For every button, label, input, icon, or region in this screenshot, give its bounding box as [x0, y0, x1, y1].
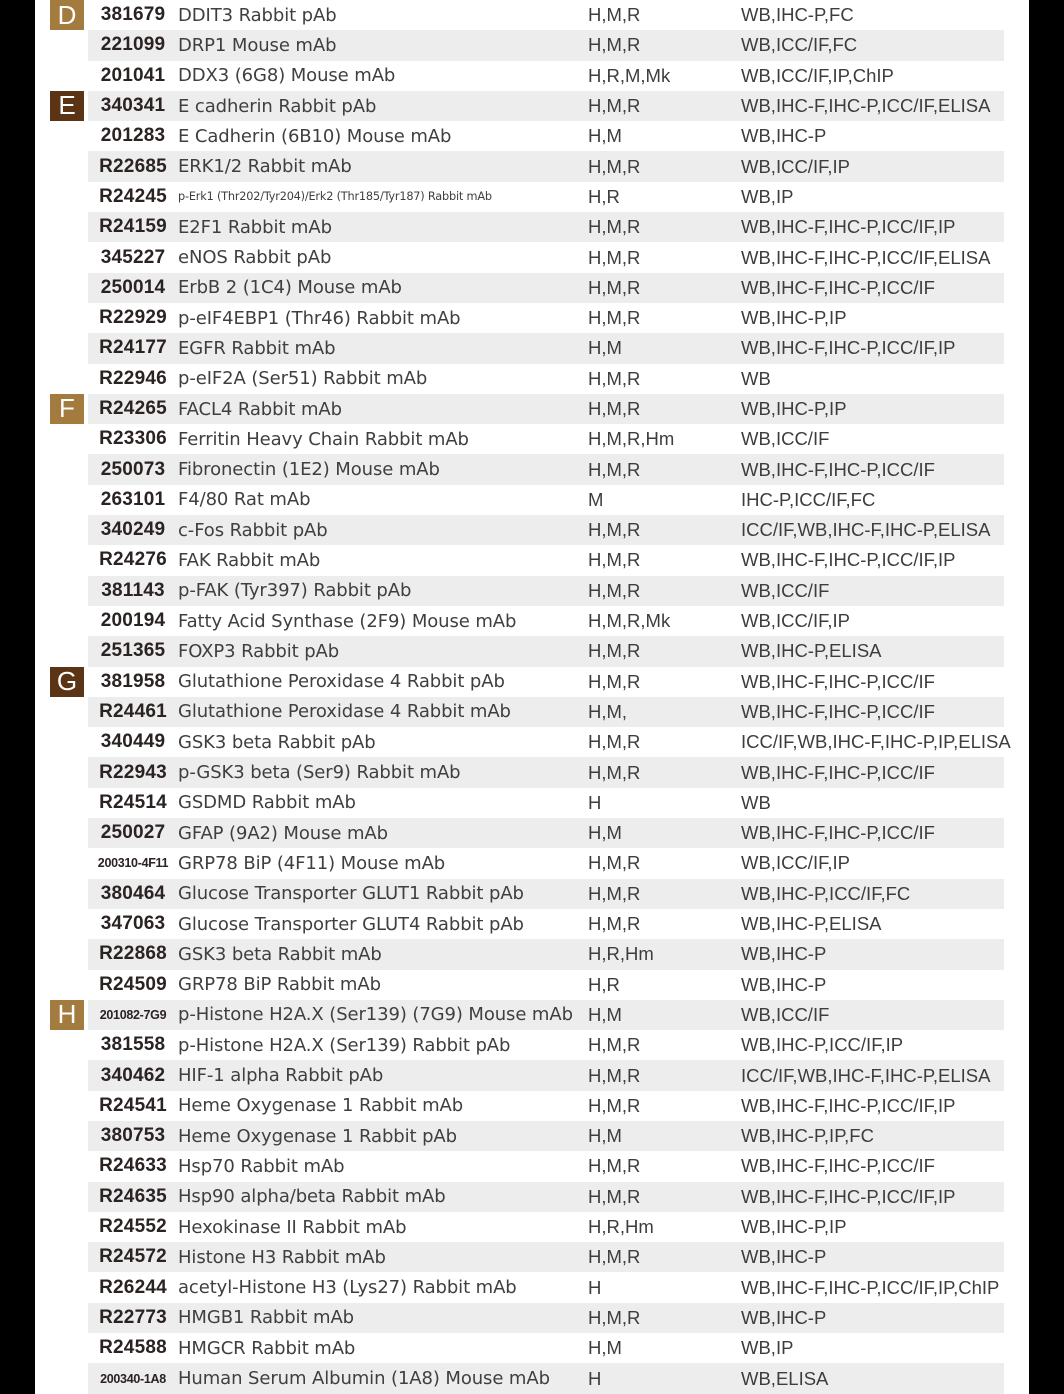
catalog-number: 381958 [100, 670, 166, 692]
table-row [88, 879, 1004, 909]
reactivity: H,M,R [588, 761, 641, 783]
applications: WB,IHC-P [741, 125, 827, 147]
catalog-number: R22685 [99, 155, 167, 177]
table-row [88, 1151, 1004, 1181]
table-row [88, 970, 1004, 1000]
reactivity: H,M,R [588, 852, 641, 874]
product-name: E2F1 Rabbit mAb [178, 216, 332, 238]
catalog-number: R24461 [99, 700, 167, 722]
product-name: Glucose Transporter GLUT1 Rabbit pAb [178, 883, 524, 905]
table-row [88, 1303, 1004, 1333]
table-row [88, 1121, 1004, 1151]
product-name: Heme Oxygenase 1 Rabbit pAb [178, 1125, 457, 1147]
reactivity: H,R,Hm [588, 943, 654, 965]
product-name: E Cadherin (6B10) Mouse mAb [178, 125, 452, 147]
product-name: Fatty Acid Synthase (2F9) Mouse mAb [178, 610, 517, 632]
product-name: Heme Oxygenase 1 Rabbit mAb [178, 1095, 464, 1117]
applications: IHC-P,ICC/IF,FC [741, 488, 876, 510]
antibody-table [88, 0, 1011, 1394]
reactivity: H,M,R [588, 246, 641, 268]
catalog-number: R22946 [99, 367, 167, 389]
reactivity: H,M,R [588, 1185, 641, 1207]
applications: WB,IHC-F,IHC-P,ICC/IF [741, 276, 935, 298]
catalog-number: R24245 [99, 185, 167, 207]
reactivity: H,R [588, 973, 620, 995]
catalog-number: 200340-1A8 [100, 1371, 166, 1386]
reactivity: H,M,R [588, 155, 641, 177]
table-row [88, 91, 1004, 121]
catalog-number: R22868 [99, 943, 167, 965]
product-name: Glutathione Peroxidase 4 Rabbit mAb [178, 701, 511, 723]
applications: WB,IHC-F,IHC-P,ICC/IF,ELISA [741, 95, 991, 117]
applications: WB,ICC/IF,FC [741, 34, 858, 56]
product-name: FAK Rabbit mAb [178, 549, 321, 571]
catalog-number: 340449 [100, 731, 166, 753]
table-row [88, 1182, 1004, 1212]
section-letter-badge: F [50, 394, 84, 424]
table-row [88, 636, 1004, 666]
table-row [88, 333, 1004, 363]
product-name: Fibronectin (1E2) Mouse mAb [178, 459, 440, 481]
catalog-number: R23306 [99, 428, 167, 450]
product-name: HIF-1 alpha Rabbit pAb [178, 1065, 384, 1087]
catalog-number: 200194 [100, 610, 166, 632]
reactivity: H,M,R [588, 307, 641, 329]
catalog-number: R24552 [99, 1216, 167, 1238]
catalog-number: R24177 [99, 337, 167, 359]
catalog-number: R22943 [99, 761, 167, 783]
section-letter-badge: G [50, 667, 84, 697]
product-name: p-GSK3 beta (Ser9) Rabbit mAb [178, 762, 461, 784]
catalog-page [35, 0, 1029, 1394]
reactivity: H [588, 1276, 602, 1298]
applications: WB,IHC-F,IHC-P,ICC/IF,IP [741, 216, 956, 238]
catalog-number: R24588 [99, 1337, 167, 1359]
product-name: EGFR Rabbit mAb [178, 337, 336, 359]
product-name: HMGB1 Rabbit mAb [178, 1307, 354, 1329]
reactivity: H,R,M,Mk [588, 64, 671, 86]
product-name: GSK3 beta Rabbit mAb [178, 943, 382, 965]
catalog-number: 340341 [100, 95, 166, 117]
reactivity: H,M,R,Hm [588, 428, 675, 450]
catalog-number: 201283 [100, 125, 166, 147]
reactivity: H,M,R [588, 640, 641, 662]
reactivity: H,R [588, 185, 620, 207]
applications: WB,IP [741, 185, 794, 207]
reactivity: H,M,R [588, 913, 641, 935]
table-row [88, 1030, 1004, 1060]
product-name: p-eIF4EBP1 (Thr46) Rabbit mAb [178, 307, 461, 329]
table-row [88, 545, 1004, 575]
reactivity: H,M,R [588, 1246, 641, 1268]
product-name: HMGCR Rabbit mAb [178, 1337, 356, 1359]
product-name: ERK1/2 Rabbit mAb [178, 156, 352, 178]
product-name: p-eIF2A (Ser51) Rabbit mAb [178, 368, 428, 390]
table-row [88, 788, 1004, 818]
table-row [88, 212, 1004, 242]
catalog-number: R24635 [99, 1185, 167, 1207]
reactivity: H,M,R [588, 519, 641, 541]
applications: WB,ELISA [741, 1367, 829, 1389]
catalog-number: R24514 [99, 791, 167, 813]
reactivity: H,M,R,Mk [588, 610, 671, 632]
catalog-number: 381679 [100, 4, 166, 26]
catalog-number: 201041 [100, 64, 166, 86]
reactivity: H,M,R [588, 95, 641, 117]
catalog-number: 251365 [100, 640, 166, 662]
applications: WB,IHC-F,IHC-P,ICC/IF [741, 822, 935, 844]
product-name: Glucose Transporter GLUT4 Rabbit pAb [178, 913, 524, 935]
table-row [88, 303, 1004, 333]
catalog-number: 250014 [100, 276, 166, 298]
product-name: p-Histone H2A.X (Ser139) Rabbit pAb [178, 1034, 511, 1056]
catalog-number: R22773 [99, 1306, 167, 1328]
reactivity: H,M,R [588, 276, 641, 298]
catalog-number: 340249 [100, 519, 166, 541]
table-row [88, 424, 1004, 454]
product-name: c-Fos Rabbit pAb [178, 519, 328, 541]
reactivity: H,M [588, 337, 622, 359]
catalog-number: 381558 [100, 1034, 166, 1056]
applications: WB,IHC-P,IP,FC [741, 1125, 874, 1147]
catalog-number: 380753 [100, 1125, 166, 1147]
applications: WB,IHC-P [741, 973, 827, 995]
product-name: p-FAK (Tyr397) Rabbit pAb [178, 580, 412, 602]
reactivity: H,M, [588, 700, 628, 722]
catalog-number: 345227 [100, 246, 166, 268]
applications: WB,IHC-F,IHC-P,ICC/IF,IP [741, 1185, 956, 1207]
catalog-number: 250027 [100, 822, 166, 844]
catalog-number: R22929 [99, 307, 167, 329]
applications: WB,IHC-P,IP [741, 1216, 847, 1238]
product-name: Human Serum Albumin (1A8) Mouse mAb [178, 1368, 550, 1389]
table-row [88, 818, 1004, 848]
applications: WB,IHC-P,ELISA [741, 913, 882, 935]
product-name: Glutathione Peroxidase 4 Rabbit pAb [178, 671, 505, 693]
table-row [88, 848, 1004, 878]
reactivity: H [588, 791, 602, 813]
applications: WB,IHC-P,ELISA [741, 640, 882, 662]
product-name: GRP78 BiP (4F11) Mouse mAb [178, 852, 446, 874]
product-name: Hsp70 Rabbit mAb [178, 1155, 345, 1177]
reactivity: H,M,R [588, 1094, 641, 1116]
reactivity: H,M,R [588, 4, 641, 26]
reactivity: H,M,R [588, 1306, 641, 1328]
table-row [88, 121, 1004, 151]
applications: WB [741, 367, 771, 389]
applications: WB,IP [741, 1337, 794, 1359]
table-row [88, 515, 1004, 545]
applications: WB,IHC-P [741, 1306, 827, 1328]
product-name: ErbB 2 (1C4) Mouse mAb [178, 277, 402, 299]
catalog-number: R24541 [99, 1094, 167, 1116]
applications: WB,IHC-P,IP [741, 398, 847, 419]
applications: WB,IHC-P,IP [741, 307, 847, 329]
product-name: DRP1 Mouse mAb [178, 34, 337, 56]
catalog-number: 381143 [101, 579, 165, 601]
reactivity: H,M,R [588, 398, 641, 419]
table-row [88, 61, 1004, 91]
reactivity: H,R,Hm [588, 1216, 654, 1238]
catalog-number: R24572 [99, 1246, 167, 1268]
product-name: p-Erk1 (Thr202/Tyr204)/Erk2 (Thr185/Tyr187) Rabbit mAb [178, 190, 492, 204]
reactivity: H,M [588, 1337, 622, 1359]
reactivity: H [588, 1367, 602, 1389]
applications: WB [741, 791, 771, 813]
applications: WB,ICC/IF,IP [741, 610, 850, 632]
reactivity: H,M,R [588, 1155, 641, 1177]
table-row [88, 1091, 1004, 1121]
applications: WB,IHC-P [741, 1246, 827, 1268]
applications: WB,ICC/IF [741, 579, 830, 601]
table-row [88, 0, 1004, 30]
applications: WB,ICC/IF,IP [741, 852, 850, 874]
table-row [88, 273, 1004, 303]
product-name: DDX3 (6G8) Mouse mAb [178, 65, 396, 87]
table-row [88, 1000, 1004, 1030]
catalog-number: R24276 [99, 549, 167, 571]
reactivity: H,M,R [588, 731, 641, 753]
table-row [88, 757, 1004, 787]
reactivity: H,M,R [588, 1064, 641, 1086]
product-name: FOXP3 Rabbit pAb [178, 640, 340, 662]
applications: WB,ICC/IF [741, 1003, 830, 1025]
table-row [88, 242, 1004, 272]
reactivity: H,M,R [588, 1034, 641, 1056]
table-row [88, 485, 1004, 515]
product-name: acetyl-Histone H3 (Lys27) Rabbit mAb [178, 1277, 517, 1299]
applications: WB,IHC-F,IHC-P,ICC/IF [741, 670, 935, 692]
reactivity: H,M,R [588, 458, 641, 480]
applications: WB,ICC/IF [741, 428, 830, 450]
applications: WB,IHC-P,ICC/IF,FC [741, 882, 911, 904]
product-name: FACL4 Rabbit mAb [178, 398, 342, 420]
table-row [88, 606, 1004, 636]
applications: WB,IHC-F,IHC-P,ICC/IF [741, 700, 935, 722]
applications: WB,IHC-F,IHC-P,ICC/IF,IP [741, 1094, 956, 1116]
reactivity: H,M [588, 1125, 622, 1147]
catalog-number: 200310-4F11 [97, 856, 169, 871]
table-row [88, 454, 1004, 484]
product-name: GSDMD Rabbit mAb [178, 792, 356, 814]
product-name: F4/80 Rat mAb [178, 489, 311, 511]
applications: WB,IHC-F,IHC-P,ICC/IF [741, 761, 935, 783]
reactivity: H,M [588, 125, 622, 147]
product-name: Hsp90 alpha/beta Rabbit mAb [178, 1186, 446, 1208]
applications: WB,IHC-F,IHC-P,ICC/IF,IP,ChIP [741, 1276, 1000, 1298]
catalog-number: 263101 [100, 488, 166, 510]
table-row [88, 667, 1004, 697]
table-row [88, 151, 1004, 181]
section-letter-badge: D [50, 0, 84, 30]
product-name: Histone H3 Rabbit mAb [178, 1246, 386, 1268]
table-row [88, 939, 1004, 969]
applications: WB,IHC-F,IHC-P,ICC/IF,IP [741, 337, 956, 359]
reactivity: M [588, 488, 604, 510]
section-letter-badge: H [50, 1000, 84, 1030]
product-name: GSK3 beta Rabbit pAb [178, 731, 376, 753]
table-row [88, 1242, 1004, 1272]
applications: WB,IHC-F,IHC-P,ICC/IF,IP [741, 549, 956, 571]
product-name: Ferritin Heavy Chain Rabbit mAb [178, 428, 469, 450]
table-row [88, 364, 1004, 394]
product-name: E cadherin Rabbit pAb [178, 95, 377, 117]
reactivity: H,M,R [588, 549, 641, 571]
catalog-number: 340462 [100, 1064, 166, 1086]
applications: WB,IHC-P [741, 943, 827, 965]
product-name: GFAP (9A2) Mouse mAb [178, 822, 388, 844]
table-row [88, 697, 1004, 727]
applications: WB,ICC/IF,IP [741, 155, 850, 177]
applications: WB,IHC-F,IHC-P,ICC/IF [741, 1155, 935, 1177]
product-name: GRP78 BiP Rabbit mAb [178, 974, 381, 996]
table-row [88, 1212, 1004, 1242]
table-row [88, 182, 1004, 212]
reactivity: H,M,R [588, 367, 641, 389]
reactivity: H,M,R [588, 579, 641, 601]
reactivity: H,M,R [588, 670, 641, 692]
table-row [88, 727, 1011, 757]
applications: ICC/IF,WB,IHC-F,IHC-P,IP,ELISA [741, 731, 1011, 753]
table-row [88, 909, 1004, 939]
product-name: Hexokinase II Rabbit mAb [178, 1216, 407, 1238]
applications: WB,IHC-P,FC [741, 4, 854, 26]
catalog-number: 347063 [100, 913, 166, 935]
applications: WB,ICC/IF,IP,ChIP [741, 64, 894, 86]
catalog-number: R24265 [99, 398, 167, 419]
table-row [88, 394, 1004, 424]
catalog-number: 221099 [100, 34, 166, 56]
catalog-number: R24159 [99, 216, 167, 238]
table-row [88, 576, 1004, 606]
catalog-number: 201082-7G9 [99, 1007, 167, 1022]
reactivity: H,M,R [588, 216, 641, 238]
table-row [88, 1060, 1004, 1090]
reactivity: H,M,R [588, 34, 641, 56]
catalog-number: 250073 [100, 458, 166, 480]
applications: ICC/IF,WB,IHC-F,IHC-P,ELISA [741, 519, 991, 541]
catalog-number: R26244 [99, 1276, 167, 1298]
reactivity: H,M [588, 1003, 622, 1025]
table-row [88, 1333, 1004, 1363]
applications: WB,IHC-P,ICC/IF,IP [741, 1034, 904, 1056]
catalog-number: 380464 [100, 882, 166, 904]
reactivity: H,M,R [588, 882, 641, 904]
table-row [88, 1363, 1004, 1393]
reactivity: H,M [588, 822, 622, 844]
catalog-number: R24509 [99, 973, 167, 995]
catalog-number: R24633 [99, 1155, 167, 1177]
applications: ICC/IF,WB,IHC-F,IHC-P,ELISA [741, 1064, 991, 1086]
product-name: DDIT3 Rabbit pAb [178, 4, 337, 26]
applications: WB,IHC-F,IHC-P,ICC/IF [741, 458, 935, 480]
product-name: eNOS Rabbit pAb [178, 247, 332, 269]
product-name: p-Histone H2A.X (Ser139) (7G9) Mouse mAb [178, 1004, 573, 1026]
section-letter-badge: E [50, 91, 84, 121]
applications: WB,IHC-F,IHC-P,ICC/IF,ELISA [741, 246, 991, 268]
table-row [88, 1272, 1004, 1302]
table-row [88, 30, 1004, 60]
